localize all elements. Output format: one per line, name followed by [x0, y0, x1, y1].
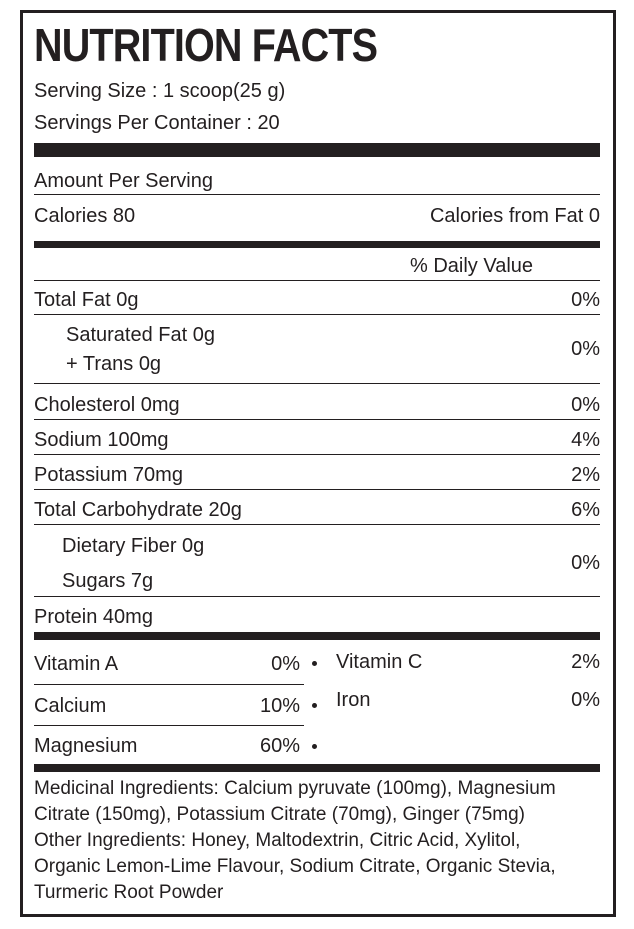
divider [34, 194, 600, 195]
sodium-label: Sodium 100mg [34, 429, 169, 451]
iron-label: Iron [336, 689, 371, 711]
trans-fat-label: + Trans 0g [66, 353, 162, 375]
ingredients-block [34, 776, 600, 906]
medium-divider [34, 241, 600, 248]
magnesium-dv: 60% [259, 735, 300, 757]
calcium-dv: 10% [259, 695, 300, 717]
divider [34, 524, 600, 525]
divider [34, 725, 304, 726]
servings-per-container: Servings Per Container : 20 [34, 112, 280, 134]
bullet-icon [312, 744, 317, 749]
cholesterol-label: Cholesterol 0mg [34, 394, 180, 416]
total-carbohydrate-label: Total Carbohydrate 20g [34, 499, 242, 521]
divider [34, 454, 600, 455]
vitamin-a-dv: 0% [271, 653, 300, 675]
total-fat-label: Total Fat 0g [34, 289, 139, 311]
divider [34, 280, 600, 281]
iron-dv: 0% [571, 689, 600, 711]
protein-label: Protein 40mg [34, 606, 153, 628]
medium-divider [34, 632, 600, 640]
amount-per-serving: Amount Per Serving [34, 170, 213, 192]
divider [34, 419, 600, 420]
ingredients-line: Medicinal Ingredients: Calcium pyruvate (100mg), Magnesium [34, 778, 556, 799]
calories-from-fat: Calories from Fat 0 [429, 205, 600, 227]
total-carbohydrate-dv: 6% [571, 499, 600, 521]
daily-value-header: % Daily Value [410, 255, 534, 277]
medium-divider [34, 764, 600, 772]
vitamin-a-label: Vitamin A [34, 653, 119, 675]
panel-title: NUTRITION FACTS [34, 19, 378, 71]
thick-divider [34, 143, 600, 157]
calcium-label: Calcium [34, 695, 107, 717]
sat-trans-dv: 0% [571, 338, 600, 360]
divider [34, 383, 600, 384]
ingredients-line: Organic Lemon-Lime Flavour, Sodium Citrate, Organic Stevia, [34, 856, 556, 877]
divider [34, 596, 600, 597]
sugars-label: Sugars 7g [62, 570, 154, 592]
total-fat-dv: 0% [571, 289, 600, 311]
saturated-fat-label: Saturated Fat 0g [66, 324, 215, 346]
bullet-icon [312, 661, 317, 666]
sodium-dv: 4% [571, 429, 600, 451]
divider [34, 489, 600, 490]
fiber-sugars-dv: 0% [571, 552, 600, 574]
vitamin-c-dv: 2% [571, 651, 600, 673]
divider [34, 684, 304, 685]
ingredients-line: Other Ingredients: Honey, Maltodextrin, Citric Acid, Xylitol, [34, 830, 521, 851]
calories: Calories 80 [34, 205, 136, 227]
vitamin-c-label: Vitamin C [336, 651, 423, 673]
potassium-label: Potassium 70mg [34, 464, 183, 486]
potassium-dv: 2% [571, 464, 600, 486]
ingredients-line: Citrate (150mg), Potassium Citrate (70mg), Ginger (75mg) [34, 804, 525, 825]
serving-size: Serving Size : 1 scoop(25 g) [34, 80, 286, 102]
bullet-icon [312, 703, 317, 708]
dietary-fiber-label: Dietary Fiber 0g [62, 535, 205, 557]
ingredients-line: Turmeric Root Powder [34, 882, 224, 903]
magnesium-label: Magnesium [34, 735, 138, 757]
cholesterol-dv: 0% [571, 394, 600, 416]
divider [34, 314, 600, 315]
